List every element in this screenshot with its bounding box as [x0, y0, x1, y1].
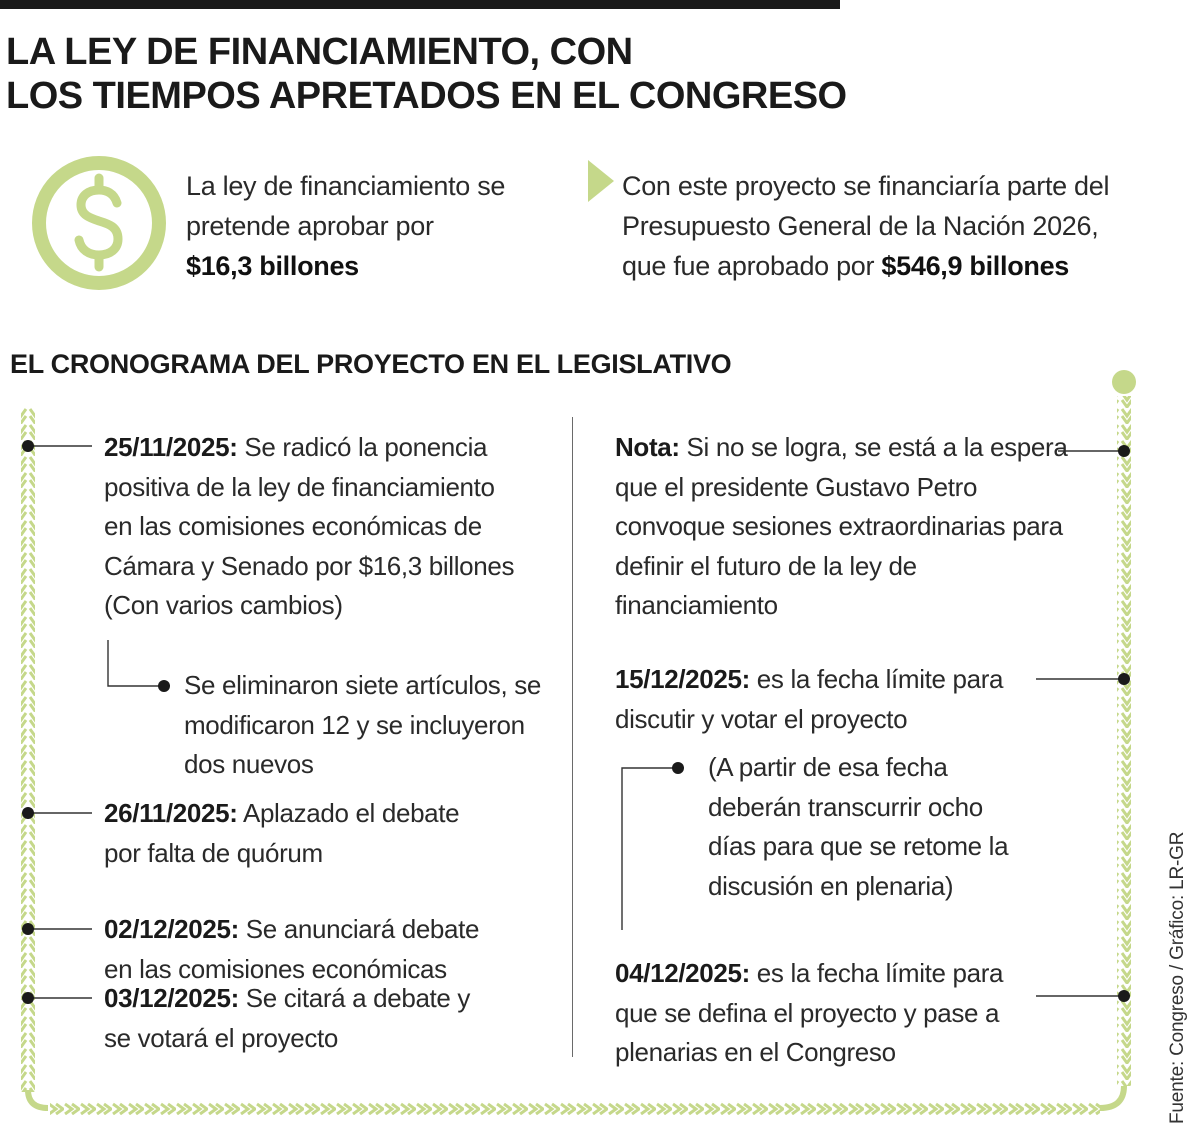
entry-line: en las comisiones económicas de	[104, 511, 482, 541]
timeline-entry-nota	[615, 428, 1067, 626]
timeline-entry-02-12	[104, 910, 479, 989]
subentry-line: deberán transcurrir ocho	[708, 791, 983, 822]
entry-line: positiva de la ley de financiamiento	[104, 471, 495, 502]
subentry-line: discusión en plenaria)	[708, 870, 954, 901]
lead-left-line-1: La ley de financiamiento se	[186, 171, 506, 201]
entry-line: financiamiento	[615, 590, 778, 620]
subentry-line: días para que se retome la	[708, 831, 1009, 861]
lead-right-line-2: Presupuesto General de la Nación 2026,	[622, 211, 1099, 241]
entry-text: Se anunciará debate	[238, 914, 480, 944]
entry-line: definir el futuro de la ley de	[615, 550, 917, 581]
timeline-entry-25-11	[104, 428, 514, 626]
dollar-circle-icon	[30, 154, 168, 292]
entry-line: que el presidente Gustavo Petro	[615, 471, 978, 502]
entry-first-line	[615, 660, 1003, 700]
entry-date: 25/11/2025:	[104, 432, 238, 462]
page-title-line-2: LOS TIEMPOS APRETADOS EN EL CONGRESO	[6, 75, 847, 117]
play-triangle-icon	[588, 160, 614, 202]
timeline-entry-26-11	[104, 794, 459, 873]
entry-text: es la fecha límite para	[749, 958, 1004, 988]
subentry-line: Se eliminaron siete artículos, se	[184, 670, 541, 700]
column-divider	[572, 417, 573, 1057]
entry-line: discutir y votar el proyecto	[615, 703, 908, 734]
entry-text: Se citará a debate y	[238, 983, 471, 1013]
entry-first-line	[104, 794, 459, 834]
entry-line: Cámara y Senado por $16,3 billones	[104, 550, 515, 581]
entry-text: Si no se logra, se está a la espera	[679, 432, 1068, 462]
entry-date: 02/12/2025:	[104, 914, 239, 944]
entry-line: (Con varios cambios)	[104, 590, 343, 620]
timeline-entry-15-12	[615, 660, 1003, 739]
timeline-entry-03-12	[104, 979, 470, 1058]
entry-first-line	[615, 428, 1067, 468]
entry-text: Aplazado el debate	[237, 798, 460, 828]
lead-left-line-2: pretende aprobar por	[186, 211, 434, 241]
timeline-subentry-25-11	[184, 666, 541, 785]
timeline-title: EL CRONOGRAMA DEL PROYECTO EN EL LEGISLATIVO	[10, 349, 732, 379]
entry-text: es la fecha límite para	[749, 664, 1004, 694]
entry-line: convoque sesiones extraordinarias para	[615, 511, 1063, 541]
entry-first-line	[104, 979, 470, 1019]
lead-right-line-1: Con este proyecto se financiaría parte del	[622, 171, 1110, 201]
lead-right-line-3-text: que fue aprobado por	[622, 251, 875, 281]
lead-left-amount: $16,3 billones	[186, 251, 359, 281]
entry-note-label: Nota:	[615, 432, 680, 462]
entry-date: 04/12/2025:	[615, 958, 750, 988]
top-rule	[0, 0, 840, 9]
entry-date: 26/11/2025:	[104, 798, 238, 828]
page-title	[6, 30, 906, 118]
entry-line: se votará el proyecto	[104, 1022, 339, 1053]
subentry-line: modificaron 12 y se incluyeron	[184, 709, 525, 740]
timeline-subentry-15-12	[708, 748, 1008, 906]
source-credit: Fuente: Congreso / Gráfico: LR-GR	[1167, 831, 1188, 1124]
page-title-line-1: LA LEY DE FINANCIAMIENTO, CON	[6, 31, 633, 73]
subentry-line: (A partir de esa fecha	[708, 752, 948, 782]
subentry-line: dos nuevos	[184, 749, 314, 779]
entry-first-line	[615, 954, 1003, 994]
lead-right-text	[622, 166, 1109, 286]
entry-line: por falta de quórum	[104, 837, 323, 868]
entry-line: en las comisiones económicas	[104, 953, 447, 984]
lead-right-amount: $546,9 billones	[881, 251, 1070, 281]
entry-text: Se radicó la ponencia	[237, 432, 488, 462]
entry-date: 03/12/2025:	[104, 983, 239, 1013]
timeline-entry-04-12	[615, 954, 1003, 1073]
lead-left-text	[186, 166, 505, 286]
entry-line: plenarias en el Congreso	[615, 1037, 896, 1067]
entry-first-line	[104, 910, 479, 950]
entry-first-line	[104, 428, 514, 468]
lead-right-line-3	[622, 246, 1109, 286]
entry-line: que se defina el proyecto y pase a	[615, 997, 1000, 1028]
entry-date: 15/12/2025:	[615, 664, 750, 694]
